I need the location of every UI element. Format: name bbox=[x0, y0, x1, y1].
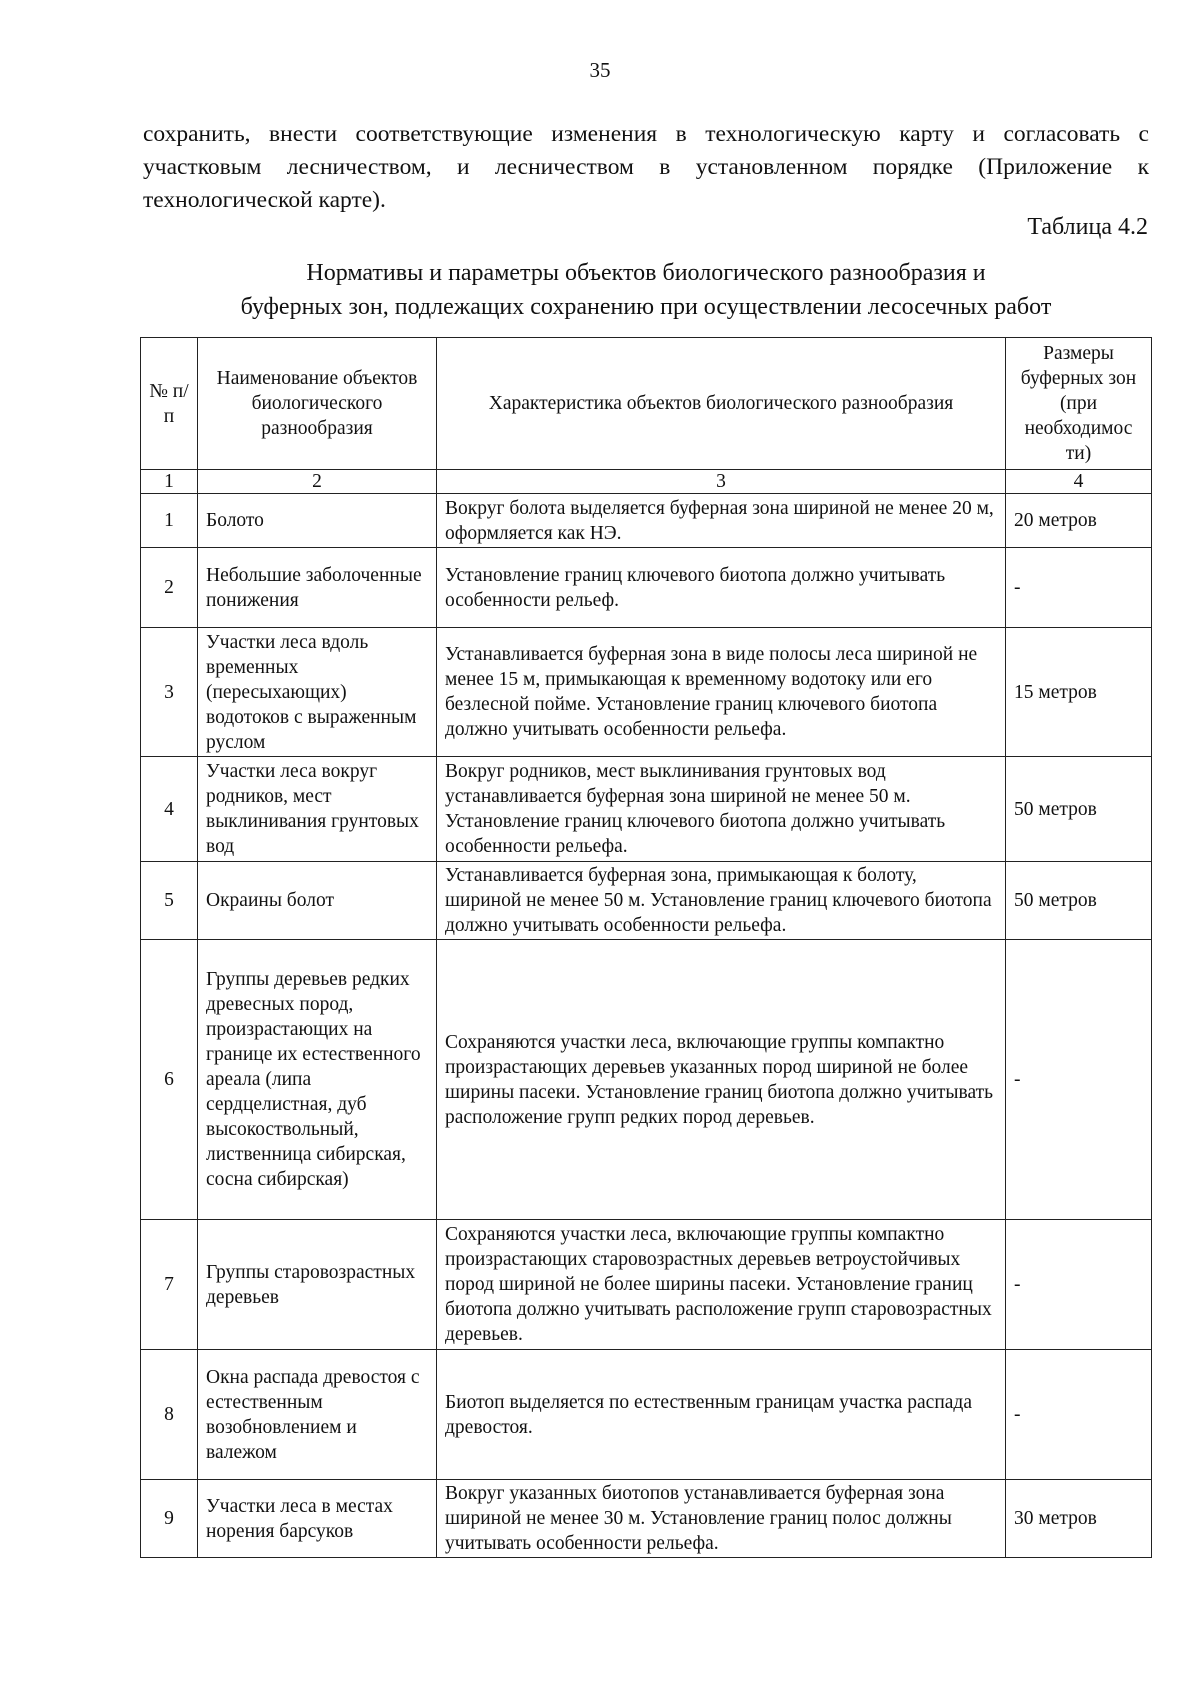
row-description: Устанавливается буферная зона в виде полосы леса шириной не менее 15 м, примыкающая к временному водотоку или его безлесной пойме. Установление границ ключевого биотопа должно учитывать особенности рельефа. bbox=[437, 628, 1006, 757]
table-row bbox=[141, 1480, 1152, 1558]
column-number: 4 bbox=[1006, 470, 1152, 494]
row-number: 9 bbox=[141, 1480, 198, 1558]
row-object-name: Небольшие заболоченные понижения bbox=[198, 548, 437, 628]
row-description: Вокруг указанных биотопов устанавливается буферная зона шириной не менее 30 м. Установление границ полос должны учитывать особенности рельефа. bbox=[437, 1480, 1006, 1558]
table-title-line-2: буферных зон, подлежащих сохранению при осуществлении лесосечных работ bbox=[240, 294, 1052, 320]
row-buffer-size: 15 метров bbox=[1006, 628, 1152, 757]
table-title-line-1: Нормативы и параметры объектов биологического разнообразия и bbox=[306, 260, 986, 286]
row-description: Сохраняются участки леса, включающие группы компактно произрастающих деревьев указанных пород шириной не более ширины пасеки. Установление границ биотопа должно учитывать расположение групп редких пород деревьев. bbox=[437, 940, 1006, 1220]
row-number: 2 bbox=[141, 548, 198, 628]
table-row bbox=[141, 757, 1152, 862]
page-number: 35 bbox=[589, 58, 611, 82]
row-description: Вокруг болота выделяется буферная зона шириной не менее 20 м, оформляется как НЭ. bbox=[437, 494, 1006, 548]
row-object-name: Окраины болот bbox=[198, 862, 437, 940]
row-object-name: Группы старовозрастных деревьев bbox=[198, 1220, 437, 1350]
row-number: 5 bbox=[141, 862, 198, 940]
table-title bbox=[143, 256, 1149, 324]
column-number: 3 bbox=[437, 470, 1006, 494]
row-number: 8 bbox=[141, 1350, 198, 1480]
column-number: 2 bbox=[198, 470, 437, 494]
table-row bbox=[141, 940, 1152, 1220]
row-buffer-size: 30 метров bbox=[1006, 1480, 1152, 1558]
header-buffer-size: Размеры буферных зон (при необходимос ти) bbox=[1006, 338, 1152, 470]
row-object-name: Участки леса вокруг родников, мест выклинивания грунтовых вод bbox=[198, 757, 437, 862]
row-object-name: Участки леса вдоль временных (пересыхающих) водотоков с выраженным руслом bbox=[198, 628, 437, 757]
intro-paragraph: сохранить, внести соответствующие изменения в технологическую карту и согласовать с участковым лесничеством, и лесничеством в установленном порядке (Приложение к технологической карте). bbox=[143, 121, 1149, 213]
table-row bbox=[141, 1350, 1152, 1480]
row-buffer-size: 20 метров bbox=[1006, 494, 1152, 548]
row-number: 4 bbox=[141, 757, 198, 862]
row-description: Вокруг родников, мест выклинивания грунтовых вод устанавливается буферная зона шириной не менее 50 м. Установление границ ключевого биотопа должно учитывать особенности рельефа. bbox=[437, 757, 1006, 862]
table-row bbox=[141, 1220, 1152, 1350]
row-buffer-size: - bbox=[1006, 548, 1152, 628]
row-buffer-size: - bbox=[1006, 1350, 1152, 1480]
row-object-name: Окна распада древостоя с естественным возобновлением и валежом bbox=[198, 1350, 437, 1480]
row-object-name: Болото bbox=[198, 494, 437, 548]
table-row bbox=[141, 628, 1152, 757]
row-number: 1 bbox=[141, 494, 198, 548]
table-row bbox=[141, 548, 1152, 628]
row-description: Биотоп выделяется по естественным границам участка распада древостоя. bbox=[437, 1350, 1006, 1480]
row-description: Сохраняются участки леса, включающие группы компактно произрастающих старовозрастных деревьев ветроустойчивых пород шириной не более ширины пасеки. Установление границ биотопа должно учитывать расположение групп старовозрастных деревьев. bbox=[437, 1220, 1006, 1350]
row-buffer-size: - bbox=[1006, 1220, 1152, 1350]
row-buffer-size: 50 метров bbox=[1006, 757, 1152, 862]
table-caption: Таблица 4.2 bbox=[1027, 214, 1148, 240]
row-number: 3 bbox=[141, 628, 198, 757]
biodiversity-norms-table bbox=[140, 337, 1152, 1558]
row-number: 6 bbox=[141, 940, 198, 1220]
column-number-row bbox=[141, 470, 1152, 494]
table-row bbox=[141, 862, 1152, 940]
header-characteristic: Характеристика объектов биологического разнообразия bbox=[437, 338, 1006, 470]
row-description: Установление границ ключевого биотопа должно учитывать особенности рельеф. bbox=[437, 548, 1006, 628]
table-header-row bbox=[141, 338, 1152, 470]
column-number: 1 bbox=[141, 470, 198, 494]
row-object-name: Группы деревьев редких древесных пород, произрастающих на границе их естественного ареала (липа сердцелистная, дуб высокоствольный, лиственница сибирская, сосна сибирская) bbox=[198, 940, 437, 1220]
row-buffer-size: 50 метров bbox=[1006, 862, 1152, 940]
row-number: 7 bbox=[141, 1220, 198, 1350]
header-number: № п/п bbox=[141, 338, 198, 470]
header-object-name: Наименование объектов биологического разнообразия bbox=[198, 338, 437, 470]
table-row bbox=[141, 494, 1152, 548]
row-description: Устанавливается буферная зона, примыкающая к болоту, шириной не менее 50 м. Установление границ ключевого биотопа должно учитывать особенности рельефа. bbox=[437, 862, 1006, 940]
row-object-name: Участки леса в местах норения барсуков bbox=[198, 1480, 437, 1558]
row-buffer-size: - bbox=[1006, 940, 1152, 1220]
